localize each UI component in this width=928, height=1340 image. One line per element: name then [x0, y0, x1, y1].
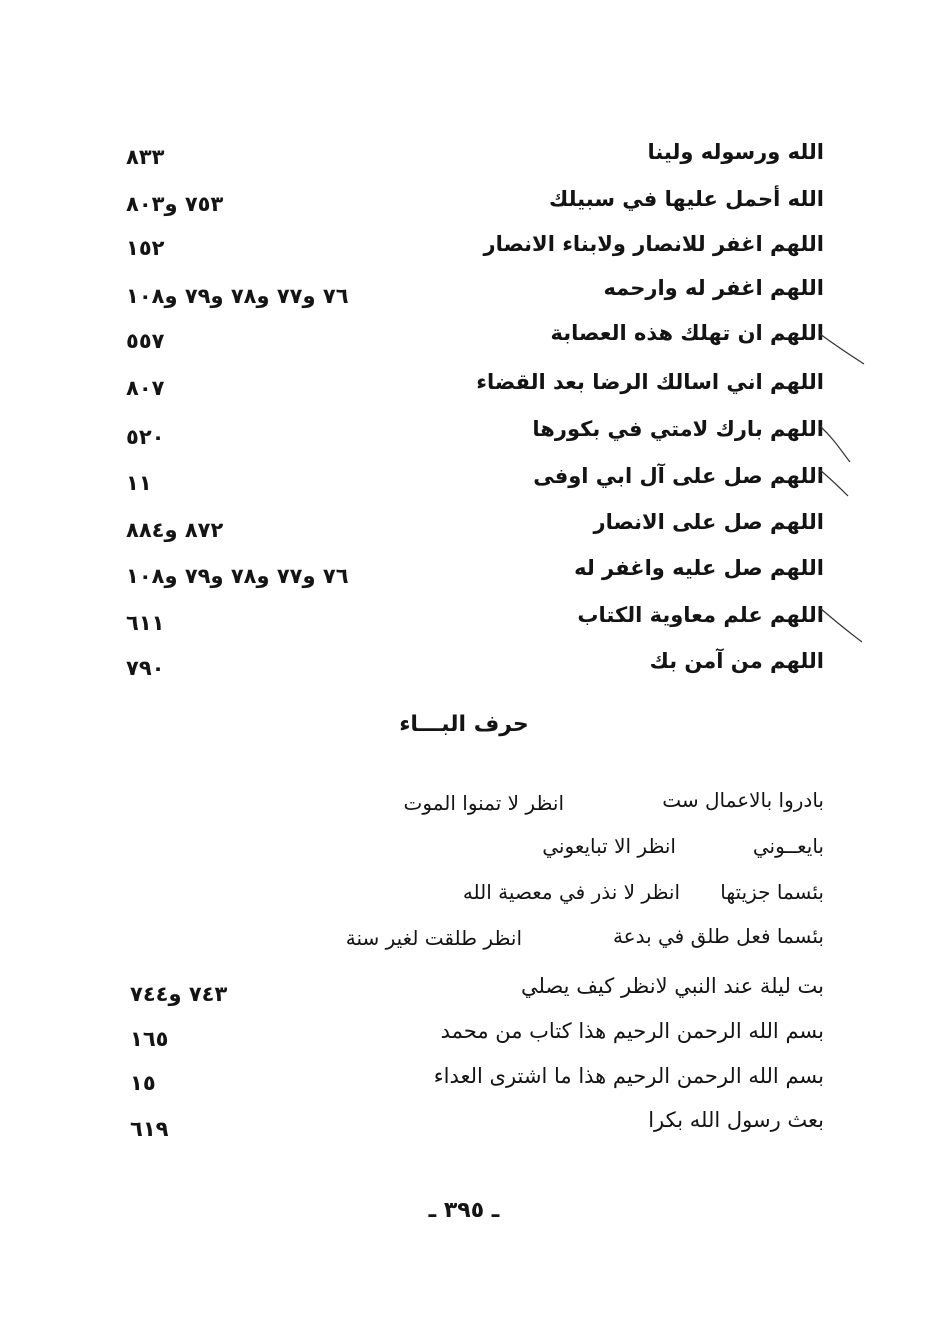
- entry-refs: ٥٥٧: [126, 329, 165, 353]
- entry-text: اللهم صل على الانصار: [593, 510, 824, 534]
- see-reference: انظر طلقت لغير سنة: [345, 926, 522, 950]
- entry-text: الله ورسوله ولينا: [647, 140, 824, 164]
- entry-text: بت ليلة عند النبي لانظر كيف يصلي: [521, 974, 824, 998]
- entry-refs: ٥٢٠: [126, 425, 165, 449]
- entry-refs: ٧٦ و٧٧ و٧٨ و٧٩ و١٠٨: [126, 284, 349, 308]
- entry-text: الله أحمل عليها في سبيلك: [549, 187, 824, 211]
- entry-text: اللهم من آمن بك: [649, 649, 824, 673]
- entry-text: اللهم علم معاوية الكتاب: [577, 603, 824, 627]
- entry-text: بادروا بالاعمال ست: [662, 788, 824, 812]
- entry-text: اللهم بارك لامتي في بكورها: [532, 417, 824, 441]
- section-heading: حرف البـــاء: [399, 712, 529, 737]
- entry-text: بسم الله الرحمن الرحيم هذا ما اشترى العداء: [433, 1064, 824, 1088]
- entry-refs: ٧٩٠: [126, 656, 165, 680]
- entry-text: اللهم صل عليه واغفر له: [574, 556, 824, 580]
- entry-refs: ٦١٩: [130, 1117, 169, 1141]
- see-reference: انظر الا تبايعوني: [542, 834, 676, 858]
- margin-mark-1: [820, 334, 864, 364]
- margin-mark-4: [820, 608, 862, 642]
- entry-text: اللهم اغفر للانصار ولابناء الانصار: [483, 232, 824, 256]
- entry-text: اللهم ان تهلك هذه العصابة: [550, 321, 824, 345]
- entry-refs: ٧٥٣ و٨٠٣: [126, 192, 224, 216]
- entry-refs: ١٥٢: [126, 236, 165, 260]
- see-reference: انظر لا نذر في معصية الله: [462, 880, 680, 904]
- entry-refs: ٨٣٣: [126, 145, 165, 169]
- see-reference: انظر لا تمنوا الموت: [403, 791, 564, 815]
- entry-refs: ٧٦ و٧٧ و٧٨ و٧٩ و١٠٨: [126, 564, 349, 588]
- entry-text: بايعــوني: [752, 834, 824, 858]
- entry-text: بئسما جزيتها: [720, 880, 824, 904]
- entry-refs: ١١: [126, 471, 152, 495]
- entry-text: اللهم اغفر له وارحمه: [603, 276, 824, 300]
- entry-refs: ١٦٥: [130, 1027, 169, 1051]
- entry-text: بسم الله الرحمن الرحيم هذا كتاب من محمد: [440, 1019, 824, 1043]
- margin-mark-3: [820, 470, 848, 496]
- entry-refs: ٧٤٣ و٧٤٤: [130, 982, 228, 1006]
- entry-refs: ٨٧٢ و٨٨٤: [126, 518, 224, 542]
- page-number: ـ ٣٩٥ ـ: [428, 1198, 500, 1223]
- margin-mark-2: [820, 426, 850, 462]
- entry-refs: ١٥: [130, 1071, 156, 1095]
- entry-text: اللهم اني اسالك الرضا بعد القضاء: [476, 370, 824, 394]
- entry-text: بعث رسول الله بكرا: [648, 1108, 824, 1132]
- entry-text: بئسما فعل طلق في بدعة: [612, 924, 824, 948]
- entry-refs: ٨٠٧: [126, 376, 165, 400]
- entry-refs: ٦١١: [126, 611, 165, 635]
- entry-text: اللهم صل على آل ابي اوفى: [533, 464, 824, 488]
